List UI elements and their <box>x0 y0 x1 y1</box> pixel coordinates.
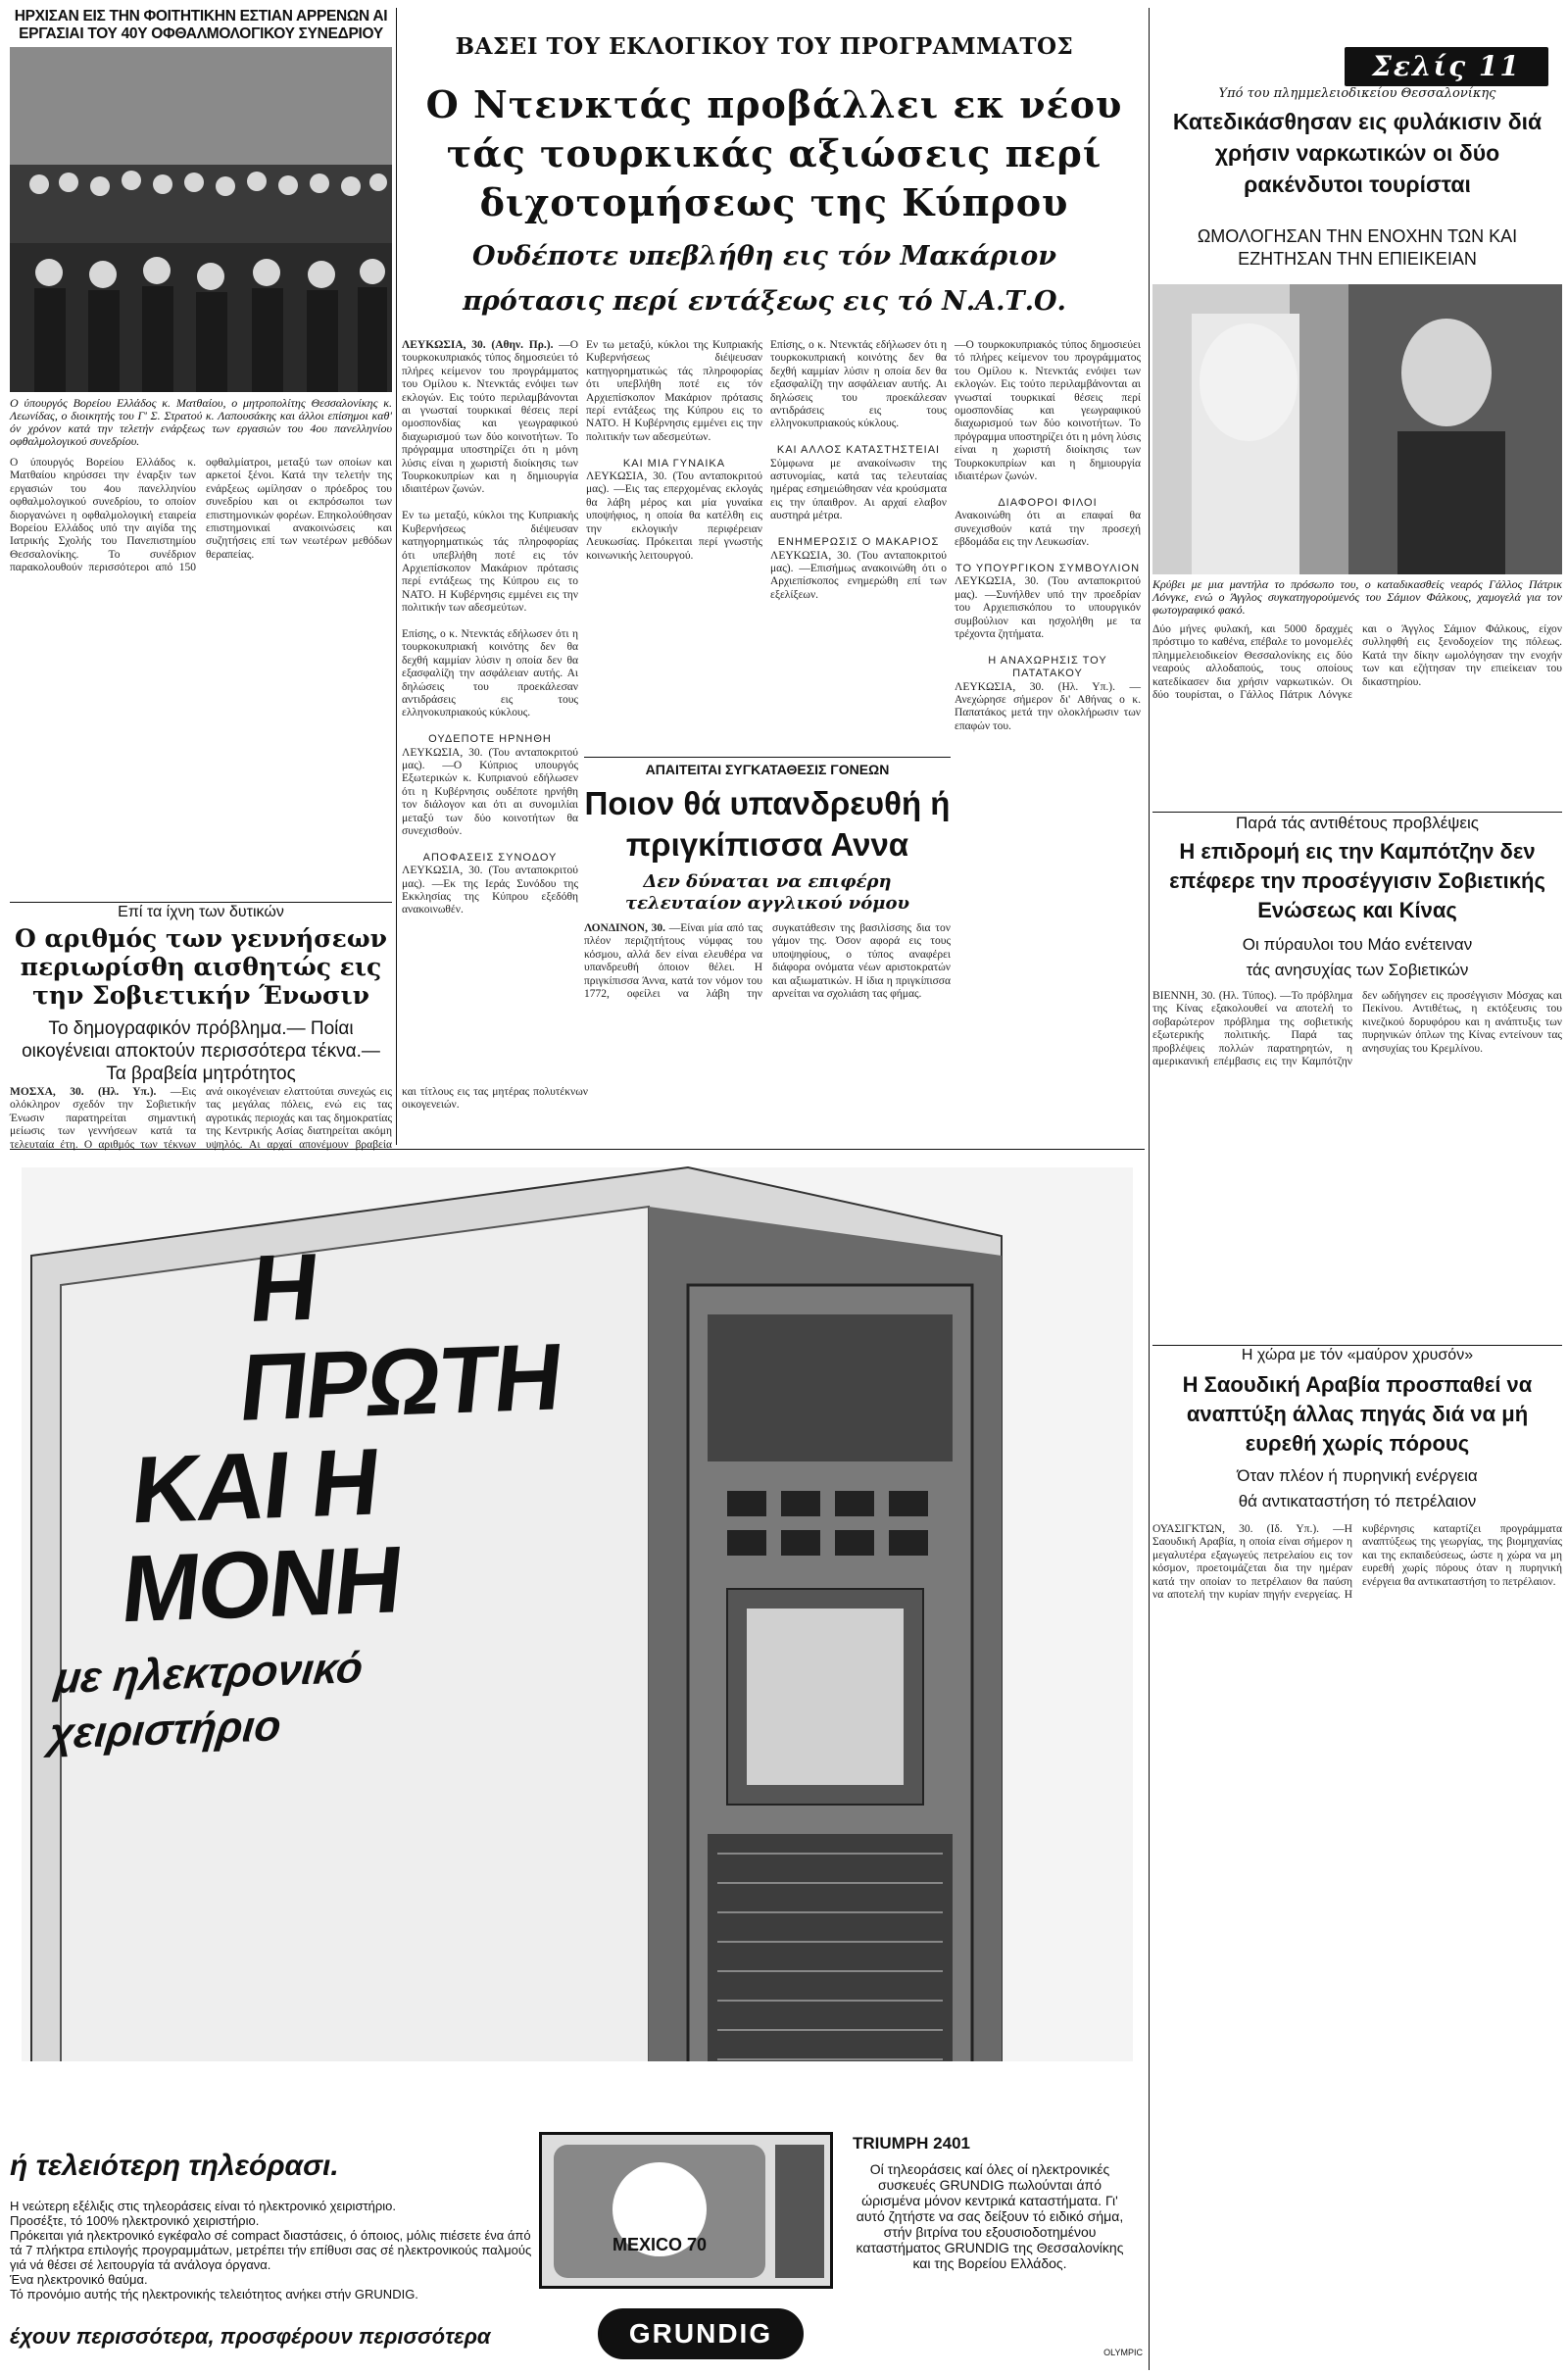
main-col-d <box>955 339 1141 1143</box>
ad-slogan <box>46 1226 645 1762</box>
main-story <box>402 6 1147 1145</box>
main-kicker: ΒΑΣΕΙ ΤΟΥ ΕΚΛΟΓΙΚΟΥ ΤΟΥ ΠΡΟΓΡΑΜΜΑΤΟΣ <box>455 33 1074 60</box>
main-text-d: ΛΕΥΚΩΣΙΑ, 30. (Του ανταποκριτού μας). —Εις τας επερχομένας εκλογάς θα λάβη μέρος και μία γυναίκα υποψήφιος, η οποία θα κατέλθη εις την εκλογικήν περιφέρειαν Λευκωσίας. Πρόκειται περί γνωστής κοινωνικής λειτουργού. <box>586 470 762 562</box>
right-deck: ΩΜΟΛΟΓΗΣΑΝ ΤΗΝ ΕΝΟΧΗΝ ΤΩΝ ΚΑΙ ΕΖΗΤΗΣΑΝ ΤΗΝ ΕΠΙΕΙΚΕΙΑΝ <box>1197 226 1518 269</box>
ad-feature: Προσέξτε, τό 100% ηλεκτρονικό χειριστήριο. <box>10 2213 260 2228</box>
right-deck2a: Οι πύραυλοι του Μάο ενέτειναν <box>1242 935 1473 954</box>
masthead-box <box>1345 47 1548 86</box>
ad-model: TRIUMPH 2401 <box>853 2134 970 2153</box>
main-sub1: ΚΑΙ ΜΙΑ ΓΥΝΑΙΚΑ <box>622 457 726 470</box>
main-text-h: ΛΕΥΚΩΣΙΑ, 30. (Του ανταποκριτού μας). —Επισήμως ανακοινώθη ότι ο Αρχιεπίσκοπος ενημερώθη επί των εξελίξεων. <box>770 549 947 601</box>
col1-kicker: Επί τα ίχνη των δυτικών <box>118 904 284 920</box>
right-small-kicker: Υπό του πλημμελειοδικείου Θεσσαλονίκης <box>1218 86 1496 101</box>
main-text-k: ΛΕΥΚΩΣΙΑ, 30. (Ηλ. Υπ.). —Ανεχώρησε σήμερον δι' Αθήνας ο κ. Παπατάκος μετά την ολοκλήρωσιν των επαφών του. <box>955 680 1141 732</box>
main-sub4: ΑΠΟΦΑΣΕΙΣ ΣΥΝΟΔΟΥ <box>422 851 558 864</box>
right-headline3: Η Σαουδική Αραβία προσπαθεί να αναπτύξη άλλας πηγάς διά να μή ευρεθή χωρίς πόρους <box>1182 1372 1533 1456</box>
main-text-g: ΛΕΥΚΩΣΙΑ, 30. (Του ανταποκριτού μας). —Εκ της Ιεράς Συνόδου της Εκκλησίας της Κύπρου εξεδόθη ανακοινωθέν. <box>402 865 578 916</box>
col1-article2-text: —Εις ολόκληρον σχεδόν την Σοβιετικήν Ένωσιν παρατηρείται σημαντική μείωσις των γεννήσεων κατά τα τελευταία έτη. Ο αριθμός των τέκνων ανά οικογένειαν ελαττούται συνεχώς εις τας μεγάλας πόλεις, ενώ εις τας αγροτικάς περιοχάς και τας δημοκρατίας της Κεντρικής Ασίας διατηρείται ακόμη υψηλός. Αι αρχαί απονέμουν βραβεία και τίτλους εις τας μητέρας πολυτέκνων οικογενειών. <box>10 1086 588 1151</box>
ad-dealer-text: Οί τηλεοράσεις καί όλες οί ηλεκτρονικές συσκευές GRUNDIG πωλούνται άπό ώρισμένα μόνον κεντρικά καταστήματα. Γι' αυτό ζητήστε να σας δείξουν τό ειδικό σήμα, στήν βιτρίνα του εξουσιοδοτημένου καταστήματος GRUNDIG της Θεσσαλονίκης και της Βορείου Ελλάδος. <box>856 2161 1124 2271</box>
ad-agency: OLYMPIC <box>1103 2348 1143 2357</box>
main-col-a <box>402 339 578 1143</box>
main-text-c2: Επίσης, ο κ. Ντενκτάς εδήλωσεν ότι η τουρκοκυπριακή κοινότης δεν θα δεχθή καμμίαν λύσιν η οποία δεν θα εξασφαλίζη την ασφάλειαν αυτής. Αι δηλώσεις του προεκάλεσαν αντιδράσεις εις τους ελληνοκυπριακούς κύκλους. <box>770 339 947 430</box>
right-text3: ΟΥΑΣΙΓΚΤΩΝ, 30. (Ιδ. Υπ.). —Η Σαουδική Αραβία, η οποία είναι σήμερον η μεγαλυτέρα εξαγωγεύς πετρελαίου εις τον κόσμον, προετοιμάζεται δια την ημέραν κατά την οποίαν το πετρέλαιον θα παύση να αποτελή την κυρίαν πηγήν ενεργείας. Η κυβέρνησις καταρτίζει προγράμματα αναπτύξεως της γεωργίας, της βιομηχανίας και της εκπαιδεύσεως, ώστε η χώρα να μη ευρεθή χωρίς πόρους όταν η πυρηνική ενέργεια θα αντικαταστήση το πετρέλαιον. <box>1152 1523 1562 1602</box>
right-headline: Κατεδικάσθησαν εις φυλάκισιν διά χρήσιν ναρκωτικών οι δύο ρακένδυτοι τουρίσται <box>1172 109 1543 197</box>
ad-slogan-line3: με ηλεκτρονικό χειριστήριο <box>46 1643 366 1758</box>
anna-kicker: ΑΠΑΙΤΕΙΤΑΙ ΣΥΓΚΑΤΑΘΕΣΙΣ ΓΟΝΕΩΝ <box>645 762 890 777</box>
anna-body <box>584 922 951 1142</box>
ad-tv-controls <box>775 2145 824 2278</box>
right-headline2: Η επιδρομή εις την Καμπότζην δεν επέφερε την προσέγγισιν Σοβιετικής Ενώσεως και Κίνας <box>1169 839 1545 922</box>
main-col-b <box>586 339 762 753</box>
right-text1: Δύο μήνες φυλακή, και 5000 δραχμές πρόστιμο το καθένα, επέβαλε το μονομελές πλημμελειοδικείον Θεσσαλονίκης εις δύο νεαρούς αλλοδαπούς, τους οποίους κατεδίκασεν δια χρήσιν ναρκωτικών. Οι δύο τουρίσται, ο Γάλλος Πάτρικ Λόνγκε και ο Άγγλος Σάμιον Φάλκους, είχον συλληφθή εις ξενοδοχείον της πόλεως. Κατά την δίκην ωμολόγησαν την ενοχήν των και εζήτησαν την επιείκειαν του δικαστηρίου. <box>1152 623 1562 702</box>
right-text2: ΒΙΕΝΝΗ, 30. (Ηλ. Τύπος). —Το πρόβλημα της Κίνας εξακολουθεί να αποτελή το σοβαρώτερον πρόβλημα της σοβιετικής εξωτερικής πολιτικής. Παρά τας προβλέψεις πολλών παρατηρητών, η αμερικανική επέμβασις εις την Καμπότζην δεν ωδήγησεν εις προσέγγισιν Μόσχας και Πεκίνου. Αντιθέτως, η εκτόξευσις του κινεζικού δορυφόρου και η ανάπτυξις των πυρηνικών όπλων της Κίνας εντείνουν τας ανησυχίας του Κρεμλίνου. <box>1152 990 1562 1068</box>
col1-photo-caption: Ο ύπουργός Βορείου Ελλάδος κ. Ματθαίου, ο μητροπολίτης Θεσσαλονίκης κ. Λεωνίδας, ο διοικητής του Γ' Σ. Στρατού κ. Λαπουσάκης και άλλοι επίσημοι καθ' όν χρόνον κατά την τελετήν ενάρξεως των εργασιών του 4ου πανελληνίου οφθαλμολογικού συνεδρίου. <box>10 396 392 448</box>
main-text-a2: —Ο τουρκοκυπριακός τύπος δημοσιεύει τό πλήρες κείμενον του προγράμματος του Ομίλου κ. Ντενκτάς ενόψει των εκλογών. Εις τούτο περιλαμβάνονται αι γνωσταί τουρκικαί θέσεις περί ομοσπονδίας και γεωγραφικού διαχωρισμού των δύο κοινοτήτων. Το πρόγραμμα υποστηρίζει ότι η μόνη λύσις είναι η χωριστή διοίκησις των Τουρκοκυπρίων και η δημιουργία ιδιαιτέρων ζωνών. <box>955 339 1141 483</box>
main-text-i: Ανακοινώθη ότι αι επαφαί θα συνεχισθούν κατά την προσεχή εβδομάδα εις την Λευκωσίαν. <box>955 510 1141 549</box>
main-text-j: ΛΕΥΚΩΣΙΑ, 30. (Του ανταποκριτού μας). —Συνήλθεν υπό την προεδρίαν του Αρχιεπισκόπου το υπουργικόν συμβούλιον και ησχολήθη με τα τρέχοντα ζητήματα. <box>955 575 1141 640</box>
right-deck3b: θά αντικαταστήση τό πετρέλαιον <box>1238 1492 1477 1510</box>
right-col <box>1152 8 1562 2370</box>
col1-photo <box>10 47 392 392</box>
ad-footer-slogan: έχουν περισσότερα, προσφέρουν περισσότερα <box>10 2324 491 2349</box>
col-divider-2 <box>1149 8 1150 2370</box>
ad-lower <box>10 2061 1145 2369</box>
main-sub3: ΟΥΔΕΠΟΤΕ ΗΡΝΗΘΗ <box>428 733 552 746</box>
ad-slogan-line2: ΚΑΙ Η ΜΟΝΗ <box>117 1428 407 1643</box>
ad-feature: Τό προνόμιο αυτής τής ηλεκτρονικής τελειότητος ανήκει στήν GRUNDIG. <box>10 2287 418 2302</box>
main-text-b2: Εν τω μεταξύ, κύκλοι της Κυπριακής Κυβερνήσεως διέψευσαν κατηγορηματικώς τάς πληροφορίας ότι υπεβλήθη ποτέ εις τόν Αρχιεπίσκοπον Μακάριον πρότασις περί εντάξεως της Κύπρου εις το ΝΑΤΟ. Η Κυβέρνησις εμμένει εις την πολιτικήν των αδεσμεύτων. <box>586 339 762 443</box>
main-sub7: ΤΟ ΥΠΟΥΡΓΙΚΟΝ ΣΥΜΒΟΥΛΙΟΝ <box>955 562 1141 574</box>
ad-brand: GRUNDIG <box>628 2318 773 2349</box>
main-deck2: πρότασις περί εντάξεως εις τό Ν.Α.Τ.Ο. <box>463 286 1066 317</box>
anna-text: —Είναι μία από τας πλέον περιζητήτους νύμφας του κόσμου, αλλά δεν είναι ελευθέρα να υπανδρευθή όποιον θέλει. Η πριγκίπισσα Άννα, κατά τον νόμον του 1772, οφείλει να λάβη την συγκατάθεσιν της βασιλίσσης δια τον γάμον της. Όσον αφορά εις τους υποψηφίους, ο τύπος αναφέρει διάφορα ονόματα νέων αριστοκρατών και αξιωματικών. Η ίδια η πριγκίπισσα αρνείται να σχολιάση τας φήμας. <box>584 922 951 1001</box>
anna-dateline: ΛΟΝΔΙΝΟΝ, 30. <box>584 922 666 934</box>
main-sub6: ΔΙΑΦΟΡΟΙ ΦΙΛΟΙ <box>998 496 1098 509</box>
main-text-b: Εν τω μεταξύ, κύκλοι της Κυπριακής Κυβερνήσεως διέψευσαν κατηγορηματικώς τάς πληροφορίας ότι υπεβλήθη ποτέ εις τόν Αρχιεπίσκοπον Μακάριον πρότασις περί εντάξεως της Κύπρου εις το ΝΑΤΟ. Η Κυβέρνησις εμμένει εις την πολιτικήν των αδεσμεύτων. <box>402 510 578 615</box>
col1-article2 <box>10 1086 588 1153</box>
anna-story <box>584 757 951 1145</box>
right-rule2 <box>1152 1345 1562 1346</box>
main-text-e: Σύμφωνα με ανακοίνωσιν της αστυνομίας, κατά τας τελευταίας ημέρας εσημειώθησαν νέα κρούσματα εις την ύπαιθρον. Αι αρχαί ελαβον αυστηρά μέτρα. <box>770 457 947 522</box>
ad-features <box>10 2199 539 2308</box>
main-dateline: ΛΕΥΚΩΣΙΑ, 30. (Αθην. Πρ.). <box>402 339 554 351</box>
col1-headline2: Ο αριθμός των γεννήσεων περιωρίσθη αισθητώς εις την Σοβιετικήν Ένωσιν <box>14 924 388 1010</box>
right-photo-caption: Κρύβει με μια μαντήλα το πρόσωπο του, ο καταδικασθείς νεαρός Γάλλος Πάτρικ Λόνγκε, ενώ ο Άγγλος συγκατηγορούμενός του Σάμιον Φάλκους, χαμογελά για τον φωτογραφικό φακό. <box>1152 577 1562 617</box>
right-kicker3: Η χώρα με τόν «μαύρον χρυσόν» <box>1241 1347 1474 1363</box>
col-divider-1 <box>396 8 397 1145</box>
right-kicker2: Παρά τάς αντιθέτους προβλέψεις <box>1236 814 1479 832</box>
col1-deck2: Το δημογραφικόν πρόβλημα.— Ποίαι οικογένειαι αποκτούν περισσότερα τέκνα.— Τα βραβεία μητρότητος <box>22 1018 380 1084</box>
main-col-c <box>770 339 947 753</box>
main-text-c: Επίσης, ο κ. Ντενκτάς εδήλωσεν ότι η τουρκοκυπριακή κοινότης δεν θα δεχθή καμμίαν λύσιν η οποία δεν θα εξασφαλίζη την ασφάλειαν αυτής. Αι δηλώσεις του προεκάλεσαν αντιδράσεις εις τους ελληνοκυπριακούς κύκλους. <box>402 627 578 719</box>
masthead-page: Σελίς 11 <box>1372 50 1521 82</box>
ad-slogan-line1: Η ΠΡΩΤΗ <box>234 1233 566 1442</box>
main-sub8: Η ΑΝΑΧΩΡΗΣΙΣ ΤΟΥ ΠΑΤΑΤΑΚΟΥ <box>988 654 1107 680</box>
ad-mexico-text: MEXICO 70 <box>612 2235 708 2254</box>
anna-headline: Ποιον θά υπανδρευθή ή πριγκίπισσα Αννα <box>584 785 951 863</box>
right-deck2b: τάς ανησυχίας των Σοβιετικών <box>1246 961 1469 979</box>
ad-tv-screen <box>554 2145 765 2278</box>
conference-photo <box>10 47 392 392</box>
main-sub2: ΚΑΙ ΑΛΛΟΣ ΚΑΤΑΣΤΗΣΤΕΙΑΙ <box>776 444 941 457</box>
ad-feature: Η νεώτερη εξέλιξις στις τηλεοράσεις είναι τό ηλεκτρονικό χειριστήριο. <box>10 2199 396 2213</box>
col1-top-headline: ΗΡΧΙΣΑΝ ΕΙΣ ΤΗΝ ΦΟΙΤΗΤΙΚΗΝ ΕΣΤΙΑΝ ΑΡΡΕΝΩΝ ΑΙ ΕΡΓΑΣΙΑΙ ΤΟΥ 40Υ ΟΦΘΑΛΜΟΛΟΓΙΚΟΥ ΣΥΝΕΔΡΙΟΥ <box>14 8 388 42</box>
ad-tv-thumb <box>539 2132 833 2289</box>
main-text-f: ΛΕΥΚΩΣΙΑ, 30. (Του ανταποκριτού μας). —Ο Κύπριος υπουργός Εξωτερικών κ. Κυπριανού εδήλωσεν ότι η Κυβέρνησις ουδέποτε ηρνήθη τον διάλογον και ότι αι συνομιλίαι μεταξύ των δύο κοινοτήτων θα συνεχισθούν. <box>402 746 578 838</box>
main-sub5: ΕΝΗΜΕΡΩΣΙΣ Ο ΜΑΚΑΡΙΟΣ <box>777 536 940 549</box>
ad-feature: Ένα ηλεκτρονικό θαύμα. <box>10 2272 148 2287</box>
col1-article1: Ο ύπουργός Βορείου Ελλάδος κ. Ματθαίου κηρύσσει την έναρξιν των εργασιών του 4ου πανελληνίου οφθαλμολογικού συνεδρίου, το οποίον διοργανώνει η οφθαλμολογική εταιρεία Βορείου Ελλάδος υπό την αιγίδα της Ιατρικής Σχολής του Πανεπιστημίου Θεσσαλονίκης. Το συνέδριον παρακολουθούν περισσότεροι από 150 οφθαλμίατροι, μεταξύ των οποίων και αρκετοί ξένοι. Κατά την τελετήν της ενάρξεως ωμίλησαν ο πρόεδρος του συνεδρίου και οι εκπρόσωποι των επιστημονικών φορέων. Επηκολούθησαν επιστημονικαί ανακοινώσεις και συζητήσεις επί των νεωτέρων μεθόδων θεραπείας. <box>10 457 392 574</box>
ad-tagline: ή τελειότερη τηλεόρασι. <box>10 2150 339 2182</box>
ad-visual <box>22 1167 1133 2206</box>
col1-rule <box>10 902 392 903</box>
right-photo <box>1152 284 1562 574</box>
col1-article2-dateline: ΜΟΣΧΑ, 30. (Ηλ. Υπ.). <box>10 1086 157 1098</box>
grundig-logo <box>598 2308 804 2359</box>
ad-feature: Πρόκειται γιά ηλεκτρονικό εγκέφαλο σέ compact διαστάσεις, ό όποιος, μόλις πιέσετε ένα άπό τά 7 πλήκτρα επιλογής προγραμμάτων, μετρέπει τήν επίθυσι σας σέ ηλεκτρονικούς παλμούς γιά νά θέσει σέ λειτουργία τά ανάλογα όργανα. <box>10 2228 532 2272</box>
anna-deck: Δεν δύναται να επιφέρη τελευταίον αγγλικού νόμου <box>625 871 909 914</box>
grundig-ad <box>10 1149 1145 2368</box>
right-deck3a: Όταν πλέον ή πυρηνική ενέργεια <box>1237 1466 1478 1485</box>
tourists-photo <box>1152 284 1562 574</box>
main-text-a: —Ο τουρκοκυπριακός τύπος δημοσιεύει τό πλήρες κείμενον του προγράμματος του Ομίλου κ. Ντενκτάς ενόψει των εκλογών. Εις τούτο περιλαμβάνονται αι γνωσταί τουρκικαί θέσεις περί ομοσπονδίας και γεωγραφικού διαχωρισμού των δύο κοινοτήτων. Το πρόγραμμα υποστηρίζει ότι η μόνη λύσις είναι η χωριστή διοίκησις των Τουρκοκυπρίων και η δημιουργία ιδιαιτέρων ζωνών. <box>402 339 579 496</box>
main-deck1: Ουδέποτε υπεβλήθη εις τόν Μακάριον <box>472 241 1056 272</box>
right-rule1 <box>1152 812 1562 813</box>
main-headline: Ο Ντενκτάς προβάλλει εκ νέου τάς τουρκικάς αξιώσεις περί διχοτομήσεως της Κύπρου <box>425 82 1123 224</box>
